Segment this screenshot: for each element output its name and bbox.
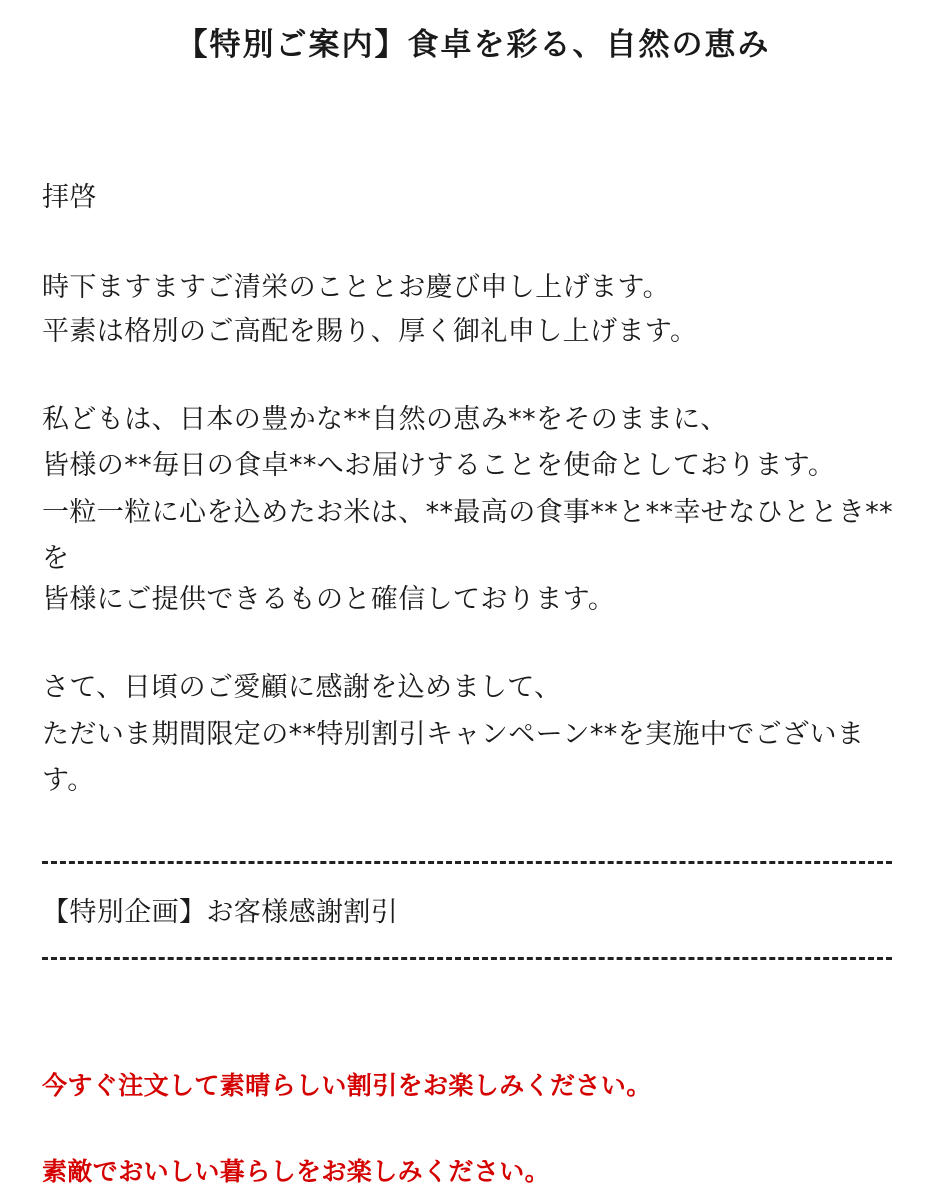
paragraph-2-line-3: 一粒一粒に心を込めたお米は、**最高の食事**と**幸せなひととき**を <box>42 497 893 574</box>
paragraph-2-line-1: 私どもは、日本の豊かな**自然の恵み**をそのままに、 <box>42 404 728 435</box>
section-title: 【特別企画】お客様感謝割引 <box>42 897 399 928</box>
cta-order-now: 今すぐ注文して素晴らしい割引をお楽しみください。 <box>42 1071 652 1100</box>
paragraph-1-line-2: 平素は格別のご高配を賜り、厚く御礼申し上げます。 <box>42 316 698 347</box>
paragraph-1-line-1: 時下ますますご清栄のこととお慶び申し上げます。 <box>42 272 671 303</box>
section-divider-top <box>42 861 892 864</box>
email-subject: 【特別ご案内】食卓を彩る、自然の恵み <box>176 27 771 63</box>
cta-enjoy-life: 素敵でおいしい暮らしをお楽しみください。 <box>42 1157 551 1186</box>
paragraph-2-line-2: 皆様の**毎日の食卓**へお届けすることを使命としております。 <box>42 450 836 481</box>
paragraph-3-line-2: ただいま期間限定の**特別割引キャンペーン**を実施中でございます。 <box>42 719 865 796</box>
paragraph-2-line-4: 皆様にご提供できるものと確信しております。 <box>42 584 616 615</box>
section-divider-bottom <box>42 957 892 960</box>
paragraph-3-line-1: さて、日頃のご愛顧に感謝を込めまして、 <box>42 672 562 703</box>
greeting: 拝啓 <box>42 182 97 213</box>
